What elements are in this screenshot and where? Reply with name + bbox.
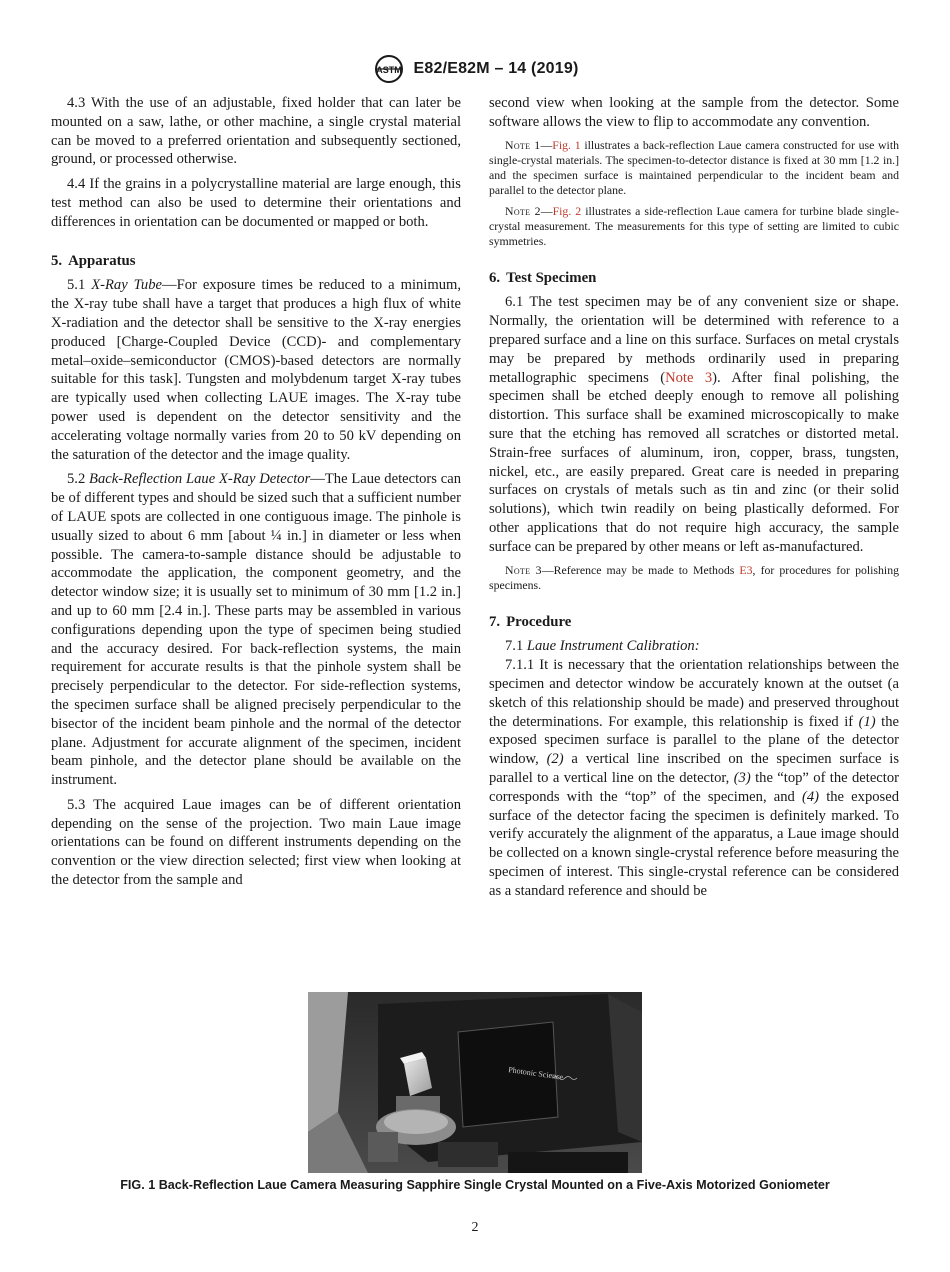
page-number: 2 [471,1220,479,1235]
section-7-heading: 7. Procedure [489,613,572,630]
paragraph-5-3-continued: second view when looking at the sample from the detector. Some software allows the view to flip to accommodate any convention. [489,95,899,130]
section-6-heading: 6. Test Specimen [489,269,597,286]
figure-1-caption: FIG. 1 Back-Reflection Laue Camera Measuring Sapphire Single Crystal Mounted on a Five-Axis Motorized Goniometer [120,1178,830,1192]
paragraph-4-4: 4.4 If the grains in a polycrystalline material are large enough, this test method can also be used to determine their orientations and differences in orientation can be documented or mapped or both. [51,176,461,230]
svg-text:ASTM: ASTM [375,65,402,75]
astm-logo [372,54,406,84]
svg-text:Photonic Science: Photonic Science [507,1065,564,1082]
fig-2-link[interactable]: Fig. 2 [552,203,582,218]
left-column [51,94,461,896]
paragraph-4-3: 4.3 With the use of an adjustable, fixed holder that can later be mounted on a saw, lathe, or other machine, a single crystal material can be moved to a preferred orientation and subsequently sectioned, ground, or processed otherwise. [51,95,461,168]
paragraph-7-1: 7.1 Laue Instrument Calibration: [505,638,700,655]
paragraph-7-1-1: 7.1.1 It is necessary that the orientation relationships between the specimen and detector window be accurately known at the outset (a sketch of this relationship should be made) and preserved throughout the determinations. For example, this relationship is fixed if (1) the exposed specimen surface is parallel to the plane of the detector window, (2) a vertical line inscribed on the specimen surface is parallel to a vertical line on the detector, (3) the “top” of the detector corresponds with the “top” of the specimen, and (4) the exposed surface of the detector facing the specimen is definitely marked. To verify accurately the alignment of the apparatus, a Laue image should be collected on a known single-crystal reference before measuring the specimen of interest. This single-crystal reference can be considered as a standard reference and should be [489,657,900,899]
note-2: Note 2—Fig. 2 illustrates a side-reflection Laue camera for turbine blade single-crystal measurement. The measurements for this type of setting are limited to cubic symmetries. [489,203,900,248]
paragraph-5-2: 5.2 Back-Reflection Laue X-Ray Detector—The Laue detectors can be of different types and should be sized such that a sufficient number of LAUE spots are collected in one contiguous image. The pinhole is usually sized to about 6 mm [about ¼ in.] in diameter or less when possible. The camera-to-sample distance should be adjustable to accommodate the application, the component geometry, and the detector window size; it is usually set to minimum of 30 mm [1.2 in.] and up to 60 mm [2.4 in.]. These parts may be assembled in various configurations depending upon the type of specimen being studied and the accuracy desired. For back-reflection systems, the main requirement for accurate results is that the pinhole system shall be precisely perpendicular to the detector. For side-reflection systems, the specimen surface shall be aligned precisely perpendicular to the bisector of the incident beam pinhole and the normal of the detector plane. Adjustment for accurate alignment of the specimen, incident beam pinhole, and the detector plane should be available on the instrument. [51,471,462,789]
right-column [489,94,899,907]
laue-camera-image [308,992,642,1173]
note-3: Note 3—Reference may be made to Methods E3, for procedures for polishing specimens. [489,562,899,592]
fig-1-link[interactable]: Fig. 1 [552,137,581,152]
section-5-heading: 5. Apparatus [51,252,136,269]
document-designation: E82/E82M – 14 (2019) [413,60,579,77]
page-header [0,54,950,84]
note-3-link[interactable]: Note 3 [665,369,713,386]
paragraph-6-1: 6.1 The test specimen may be of any convenient size or shape. Normally, the orientation will be determined with reference to a prepared surface and a line on this surface. Surfaces on metal crystals may be prepared by methods ordinarily used in preparing metallographic specimens (Note 3). After final polishing, the specimen shall be etched deeply enough to remove all polishing distortion. This surface shall be examined microscopically to make sure that the etching has removed all scratches or distorted metal. Strain-free surfaces of aluminum, iron, copper, brass, tungsten, nickel, etc., are easily prepared. Great care is needed in preparing surfaces on crystals of metals such as tin and zinc (or their solid solutions), which twin readily on being plastically deformed. For other applications that do not require high accuracy, the sample surface can be prepared by other means or left as-manufactured. [489,294,899,555]
paragraph-5-1: 5.1 X-Ray Tube—For exposure times be reduced to a minimum, the X-ray tube shall have a target that produces a high flux of white X-radiation and the detector shall be sensitive to the X-ray energies produced [Charge-Coupled Device (CCD)- and complementary metal–oxide–semiconductor (CMOS)-based detectors are normally suitable for this task]. Tungsten and molybdenum target X-ray tubes are typically used when collecting LAUE images. The X-ray tube power used is dependent on the detector sensitivity and the accelerating voltage normally varies from 20 to 50 kV depending on the saturation of the detector and the image quality. [51,277,461,463]
paragraph-5-3: 5.3 The acquired Laue images can be of different orientation depending on the sense of the projection. Two main Laue image orientations can be found on different instruments depending on the convention or the view direction selected; first view when looking at the detector from the sample and [51,796,461,889]
figure-1-photo [308,992,642,1173]
note-1: Note 1—Fig. 1 illustrates a back-reflection Laue camera constructed for use with single-crystal materials. The specimen-to-detector distance is fixed at 30 mm [1.2 in.] and the specimen surface is maintained perpendicular to the incident beam and parallel to the detector plane. [489,137,900,197]
e3-link[interactable]: E3 [739,562,753,577]
